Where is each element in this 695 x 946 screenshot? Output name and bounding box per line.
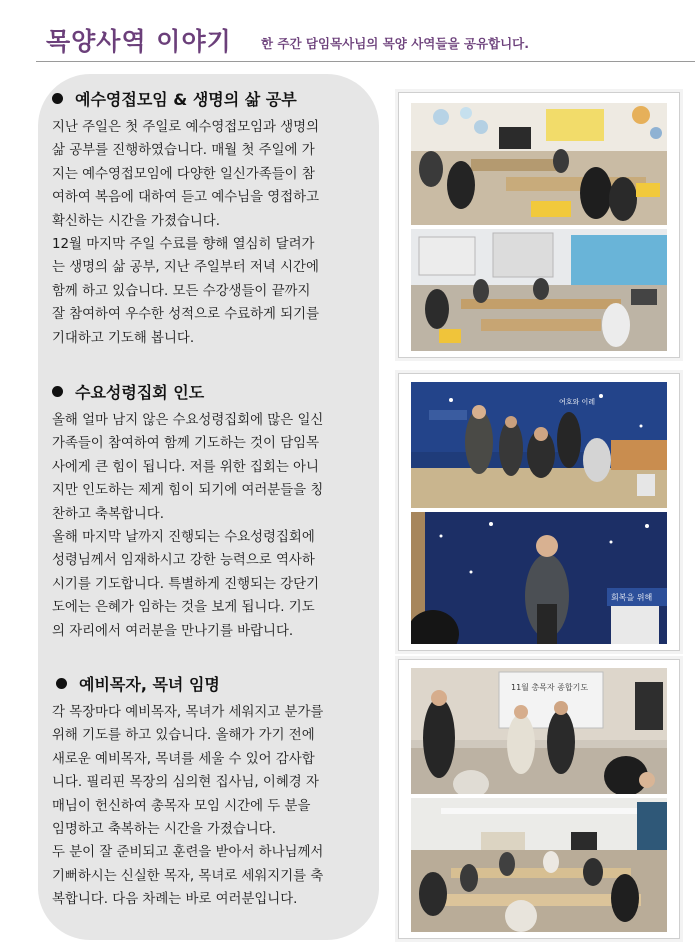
body-line: 시기를 기도합니다. 특별하게 진행되는 강단기 (52, 576, 320, 592)
body-line: 니다. 필리핀 목장의 심의현 집사님, 이혜경 자 (52, 775, 319, 791)
stage-tag-text: 회복을 위해 (611, 593, 653, 602)
section-heading-text: 예비목자, 목녀 임명 (79, 674, 220, 694)
photo-appointment-stage (411, 668, 667, 794)
body-line: 도에는 은혜가 임하는 것을 보게 됩니다. 기도 (52, 600, 315, 616)
section-heading (52, 671, 374, 695)
section-body (52, 701, 374, 912)
body-line: 가족들이 참여하여 함께 기도하는 것이 담임목 (52, 436, 320, 452)
body-line: 기뻐하시는 신실한 목자, 목녀로 세워지기를 축 (52, 868, 324, 884)
photo-frame-appointment (398, 659, 680, 939)
section-shepherd-appointment (52, 671, 374, 912)
body-line: 잘 참여하여 우수한 성적으로 수료하게 되기를 (52, 307, 320, 323)
page-subtitle: 한 주간 담임목사님의 목양 사역들을 공유합니다. (261, 36, 530, 51)
body-line: 새로운 예비목자, 목녀를 세울 수 있어 감사합 (52, 751, 315, 767)
photo-evening-study (411, 229, 667, 351)
body-line: 임명하고 축복하는 시간을 가졌습니다. (52, 821, 276, 837)
bullet-icon (52, 386, 63, 397)
body-line: 확신하는 시간을 가졌습니다. (52, 213, 220, 229)
body-line: 각 목장마다 예비목자, 목녀가 세워지고 분가를 (52, 705, 324, 720)
photo-laying-hands (411, 382, 667, 508)
body-line: 매님이 헌신하여 총목자 모임 시간에 두 분을 (52, 798, 311, 814)
body-line: 지는 예수영접모임에 다양한 일신가족들이 참 (52, 166, 315, 182)
body-line: 함께 하고 있습니다. 모든 수강생들이 끝까지 (52, 283, 311, 299)
header-divider (36, 61, 695, 62)
body-line: 두 분이 잘 준비되고 훈련을 받아서 하나님께서 (52, 845, 324, 861)
body-line: 위해 기도를 하고 있습니다. 올해가 가기 전에 (52, 728, 315, 744)
photo-classroom-meeting (411, 103, 667, 225)
body-line: 는 생명의 삶 공부, 지난 주일부터 저녁 시간에 (52, 260, 319, 276)
body-line: 지만 인도하는 제게 힘이 되기에 여러분들을 칭 (52, 483, 324, 499)
body-line: 복합니다. 다음 차례는 바로 여러분입니다. (52, 892, 298, 908)
bullet-icon (56, 678, 67, 689)
body-line: 의 자리에서 여러분을 만나기를 바랍니다. (52, 623, 294, 639)
banner-text: 여호와 이레 (559, 398, 596, 406)
body-line: 사에게 큰 힘이 됩니다. 저를 위한 집회는 아니 (52, 459, 319, 475)
section-wednesday-service (52, 379, 374, 643)
page-title: 목양사역 이야기 (46, 27, 232, 56)
body-line: 지난 주일은 첫 주일로 예수영접모임과 생명의 (52, 120, 320, 135)
body-line: 삶 공부를 진행하였습니다. 매월 첫 주일에 가 (52, 143, 315, 159)
section-heading (52, 379, 374, 403)
section-body (52, 409, 374, 643)
page-header (0, 0, 695, 66)
body-line: 찬하고 축복합니다. (52, 506, 164, 522)
screen-text: 11월 총목자 종합기도 (511, 683, 589, 692)
photo-frame-wednesday-service (398, 373, 680, 651)
section-heading (52, 86, 374, 110)
body-line: 12월 마지막 주일 수료를 향해 열심히 달려가 (52, 236, 315, 252)
bullet-icon (52, 93, 63, 104)
photo-leaders-meeting (411, 798, 667, 932)
section-body (52, 116, 374, 350)
body-line: 성령님께서 임재하시고 강한 능력으로 역사하 (52, 553, 315, 569)
photo-frame-bible-study (398, 92, 680, 358)
body-line: 올해 마지막 날까지 진행되는 수요성령집회에 (52, 529, 315, 545)
body-line: 기대하고 기도해 봅니다. (52, 330, 195, 346)
body-line: 올해 얼마 남지 않은 수요성령집회에 많은 일신 (52, 413, 324, 428)
body-line: 여하여 복음에 대하여 듣고 예수님을 영접하고 (52, 190, 320, 206)
section-heading-text: 예수영접모임 & 생명의 삶 공부 (75, 89, 297, 109)
section-bible-study (52, 86, 374, 350)
section-heading-text: 수요성령집회 인도 (75, 382, 205, 402)
photo-preaching (411, 512, 667, 644)
